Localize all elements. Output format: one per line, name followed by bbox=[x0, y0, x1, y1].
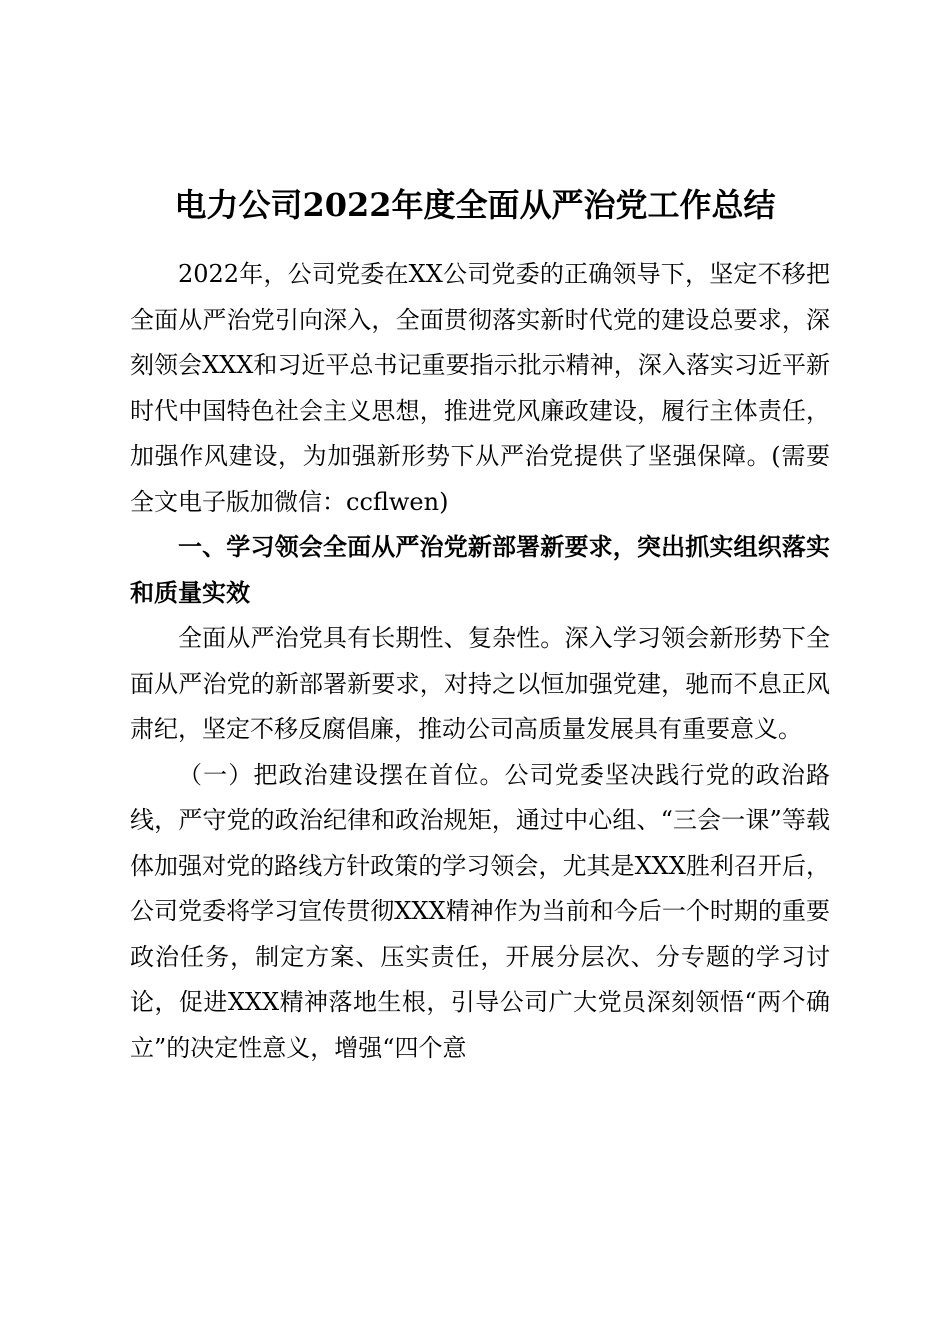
intro-paragraph: 2022年，公司党委在XX公司党委的正确领导下，坚定不移把全面从严治党引向深入，全面贯彻落实新时代党的建设总要求，深刻领会XXX和习近平总书记重要指示批示精神，深入落实习近平新时代中国特色社会主义思想，推进党风廉政建设，履行主体责任，加强作风建设，为加强新形势下从严治党提供了坚强保障。(需要全文电子版加微信：ccflwen) bbox=[130, 260, 830, 516]
section-1-paragraph: 全面从严治党具有长期性、复杂性。深入学习领会新形势下全面从严治党的新部署新要求，对持之以恒加强党建，驰而不息正风肃纪，坚定不移反腐倡廉，推动公司高质量发展具有重要意义。 bbox=[130, 624, 830, 743]
document-title: 电力公司2022年度全面从严治党工作总结 bbox=[174, 186, 776, 224]
document-body bbox=[130, 252, 830, 1071]
subsection-1-paragraph: （一）把政治建设摆在首位。公司党委坚决践行党的政治路线，严守党的政治纪律和政治规矩，通过中心组、“三会一课”等载体加强对党的路线方针政策的学习领会，尤其是XXX胜利召开后，公司党委将学习宣传贯彻XXX精神作为当前和今后一个时期的重要政治任务，制定方案、压实责任，开展分层次、分专题的学习讨论，促进XXX精神落地生根，引导公司广大党员深刻领悟“两个确立”的决定性意义，增强“四个意 bbox=[130, 760, 830, 1062]
section-heading-1: 一、学习领会全面从严治党新部署新要求，突出抓实组织落实和质量实效 bbox=[130, 533, 830, 607]
